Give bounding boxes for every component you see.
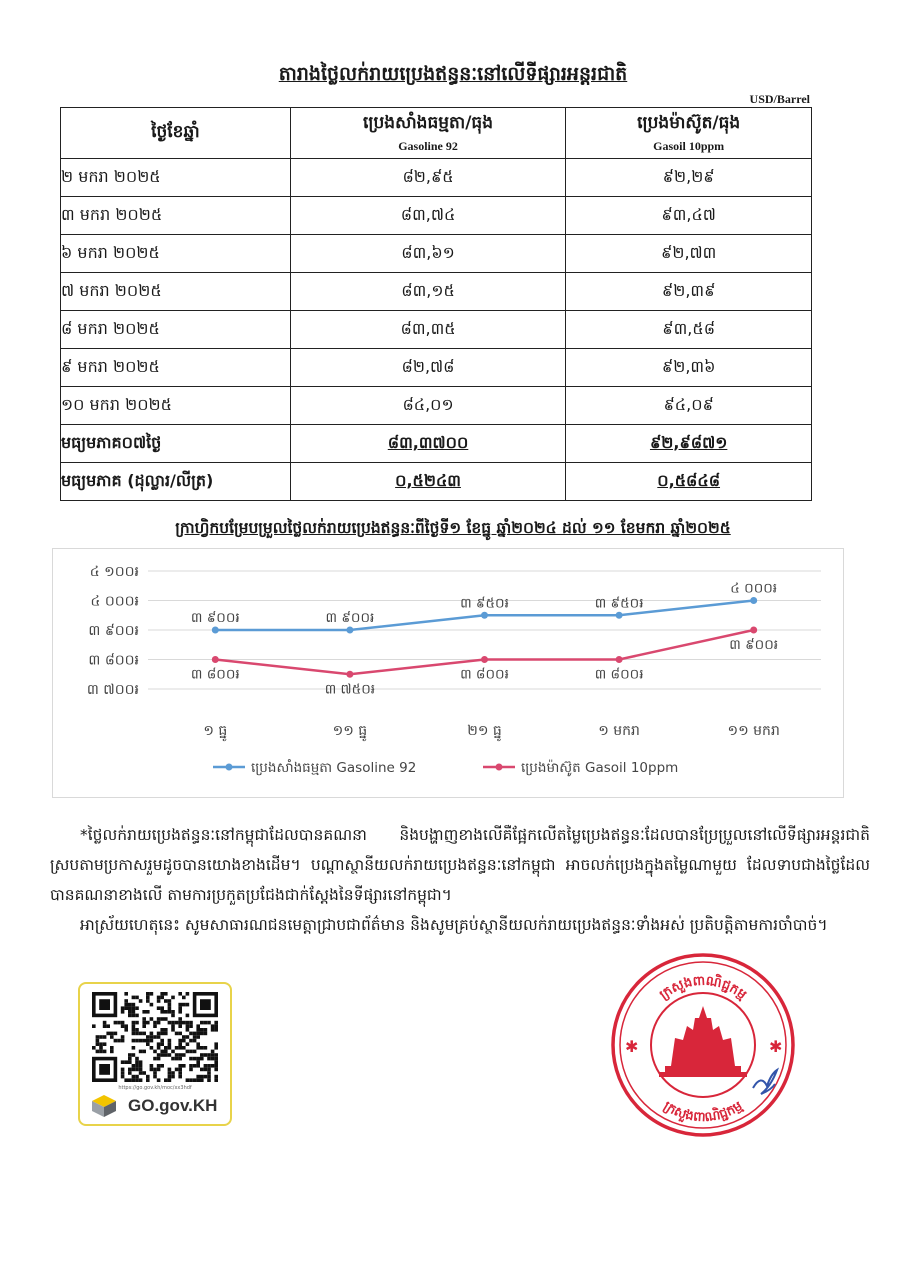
header-date: ថ្ងៃខែឆ្នាំ: [61, 108, 291, 159]
y-tick-label: ៤ ០០០៛: [90, 593, 139, 610]
go-brand-text: GO.gov.KH: [128, 1096, 218, 1115]
y-tick-label: ៤ ១០០៛: [89, 564, 139, 580]
seal-top-text: ក្រសួងពាណិជ្ជកម្ម: [657, 973, 750, 1003]
row-gasoil-price: ៩២,៣៩: [566, 273, 812, 311]
series-1-data-label: ៣ ៩០០៛: [190, 610, 240, 626]
average-7day-gasoil: ៩២,៩៨៧១: [566, 425, 812, 463]
series-2-point: [212, 656, 219, 663]
qr-code-card[interactable]: [78, 982, 232, 1126]
row-gasoline-price: ៨២,៧៨: [290, 349, 566, 387]
table-row: [61, 273, 812, 311]
series-2-point: [481, 656, 488, 663]
row-date: ៧ មករា ២០២៥: [61, 273, 291, 311]
series-1-point: [212, 627, 219, 634]
header-gasoil-km: ប្រេងម៉ាស៊ូត/ធុង: [637, 113, 741, 133]
average-7day-row: [61, 425, 812, 463]
series-1-point: [750, 597, 757, 604]
row-gasoil-price: ៩៣,៤៧: [566, 197, 812, 235]
row-gasoline-price: ៨៤,០១: [290, 387, 566, 425]
table-row: [61, 349, 812, 387]
legend-marker-2: [496, 764, 503, 771]
seal-bottom-text: ក្រសួងពាណិជ្ជកម្ម: [660, 1098, 746, 1126]
row-gasoline-price: ៨៣,១៥: [290, 273, 566, 311]
x-tick-label: ២១ ធ្នូ: [467, 723, 502, 739]
x-tick-label: ១១ ធ្នូ: [332, 723, 368, 739]
unit-note: USD/Barrel: [749, 92, 810, 106]
average-7day-label: មធ្យមភាគ០៧ថ្ងៃ: [61, 425, 291, 463]
note-paragraph-1: *ថ្លៃលក់រាយប្រេងឥន្ធនៈនៅកម្ពុជាដែលបានគណនា និងបង្ហាញខាងលើគឺផ្អែកលើតម្លៃប្រេងឥន្ធនៈដែលបានប្រែប្រួលនៅលើទីផ្សារអន្តរជាតិ ស្របតាមប្រកាសរួមដូចបានយោងខាងដើម។ បណ្ដាស្ថានីយលក់រាយប្រេងឥន្ធនៈនៅកម្ពុជា អាចលក់ប្រេងក្នុងតម្លៃណាមួយ ដែលទាបជាងថ្លៃដែលបានគណនាខាងលើ តាមការប្រកួតប្រជែងជាក់ស្តែងនៃទីផ្សារនៅកម្ពុជា។: [50, 826, 870, 904]
x-tick-label: ១១ មករា: [727, 723, 780, 739]
series-2-data-label: ៣ ៨០០៛: [460, 666, 509, 683]
y-tick-label: ៣ ៩០០៛: [88, 623, 139, 639]
row-gasoil-price: ៩៣,៥៨: [566, 311, 812, 349]
x-tick-label: ១ មករា: [598, 723, 640, 739]
series-2-point: [346, 671, 353, 678]
table-row: [61, 235, 812, 273]
row-date: ៣ មករា ២០២៥: [61, 197, 291, 235]
row-gasoline-price: ៨២,៩៥: [290, 159, 566, 197]
svg-text:✱: ✱: [769, 1037, 783, 1056]
series-2-point: [750, 627, 757, 634]
notes: [50, 820, 870, 940]
series-1-data-label: ៣ ៩៥០៛: [460, 595, 509, 612]
price-trend-chart: [52, 548, 844, 798]
row-date: ១០ មករា ២០២៥: [61, 387, 291, 425]
header-gasoline-en: Gasoline 92: [398, 139, 458, 153]
fuel-price-table: [60, 107, 812, 501]
series-2-data-label: ៣ ៨០០៛: [594, 666, 644, 683]
series-2-data-label: ៣ ៩០០៛: [729, 637, 779, 653]
average-per-liter-row: [61, 463, 812, 501]
go-logo-icon: [88, 1093, 128, 1119]
chart-title: ក្រាហ្វិកបម្រែបម្រួលថ្លៃលក់រាយប្រេងឥន្ធនៈពីថ្ងៃទី១ ខែធ្នូ ឆ្នាំ២០២៤ ដល់ ១១ ខែមករា ឆ្នាំ២០២៥: [175, 519, 731, 537]
official-seal: [603, 948, 803, 1143]
table-header-row: [61, 108, 812, 159]
y-tick-label: ៣ ៨០០៛: [88, 652, 139, 669]
row-gasoline-price: ៨៣,៦១: [290, 235, 566, 273]
legend-label-1: ប្រេងសាំងធម្មតា Gasoline 92: [251, 760, 417, 776]
row-gasoil-price: ៩២,៣៦: [566, 349, 812, 387]
header-gasoline-km: ប្រេងសាំងធម្មតា/ធុង: [363, 113, 494, 133]
legend-marker-1: [226, 764, 233, 771]
table-row: [61, 311, 812, 349]
average-per-liter-gasoil: ០,៥៨៤៨: [566, 463, 812, 501]
row-date: ៨ មករា ២០២៥: [61, 311, 291, 349]
series-1-point: [346, 627, 353, 634]
table-row: [61, 197, 812, 235]
table-row: [61, 387, 812, 425]
series-1-data-label: ៣ ៩០០៛: [325, 610, 375, 626]
row-date: ៩ មករា ២០២៥: [61, 349, 291, 387]
row-gasoil-price: ៩៤,០៩: [566, 387, 812, 425]
row-date: ២ មករា ២០២៥: [61, 159, 291, 197]
series-1-point: [481, 612, 488, 619]
header-gasoline: [290, 108, 566, 159]
qr-url: https://go.gov.kh/moc/xx3hdf: [118, 1085, 192, 1091]
y-tick-label: ៣ ៧០០៛: [86, 682, 139, 698]
page-title: តារាងថ្លៃលក់រាយប្រេងឥន្ធនៈនៅលើទីផ្សារអន្តរជាតិ: [278, 63, 628, 85]
row-gasoil-price: ៩២,៧៣: [566, 235, 812, 273]
signature: [753, 1070, 777, 1094]
series-2-point: [616, 656, 623, 663]
series-1-data-label: ៣ ៩៥០៛: [594, 595, 644, 612]
row-date: ៦ មករា ២០២៥: [61, 235, 291, 273]
average-per-liter-gasoline: ០,៥២៤៣: [290, 463, 566, 501]
x-tick-label: ១ ធ្នូ: [203, 723, 228, 739]
svg-text:✱: ✱: [625, 1037, 639, 1056]
legend-label-2: ប្រេងម៉ាស៊ូត Gasoil 10ppm: [521, 760, 679, 776]
series-2-data-label: ៣ ៧៥០៛: [324, 681, 376, 698]
series-1-point: [616, 612, 623, 619]
header-gasoil: [566, 108, 812, 159]
average-per-liter-label: មធ្យមភាគ (ដុល្លារ/លីត្រ): [61, 463, 291, 501]
row-gasoil-price: ៩២,២៩: [566, 159, 812, 197]
row-gasoline-price: ៨៣,៣៥: [290, 311, 566, 349]
series-2-data-label: ៣ ៨០០៛: [190, 666, 240, 683]
qr-code[interactable]: [92, 992, 218, 1084]
header-gasoil-en: Gasoil 10ppm: [653, 139, 725, 153]
series-1-data-label: ៤ ០០០៛: [730, 580, 778, 597]
table-row: [61, 159, 812, 197]
row-gasoline-price: ៨៣,៧៤: [290, 197, 566, 235]
note-paragraph-2: អាស្រ័យហេតុនេះ សូមសាធារណជនមេត្តាជ្រាបជាព័ត៌មាន និងសូមគ្រប់ស្ថានីយលក់រាយប្រេងឥន្ធនៈទាំងអស់ ប្រតិបត្តិតាមការចាំបាច់។: [80, 916, 828, 934]
average-7day-gasoline: ៨៣,៣៧០០: [290, 425, 566, 463]
go-gov-kh-logo: [80, 1093, 230, 1119]
chart-canvas: [53, 549, 843, 797]
